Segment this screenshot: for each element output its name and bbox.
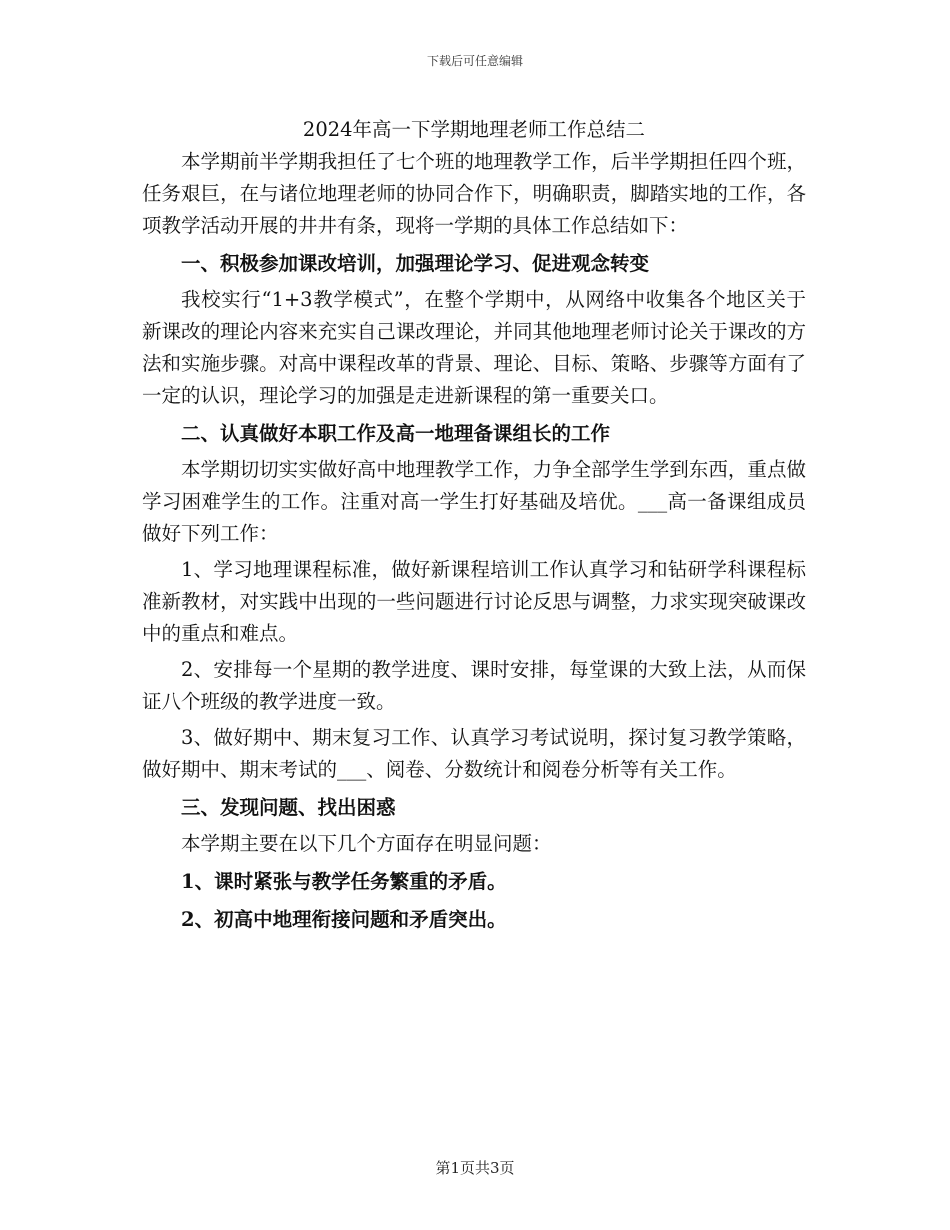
document-title: 2024年高一下学期地理老师工作总结二 [302, 118, 646, 141]
problem-item-2: 2、初高中地理衔接问题和矛盾突出。 [181, 908, 507, 931]
page-header: 下载后可任意编辑 [426, 54, 523, 68]
list-item-2: 2、安排每一个星期的教学进度、课时安排，每堂课的大致上法，从而保证八个班级的教学进度一致。 [142, 658, 806, 713]
section-heading-2: 二、认真做好本职工作及高一地理备课组长的工作 [181, 422, 611, 445]
page-footer: 第1页共3页 [435, 1159, 515, 1177]
document-body [142, 114, 806, 940]
section-3-paragraph: 本学期主要在以下几个方面存在明显问题： [181, 832, 552, 855]
section-2-paragraph: 本学期切切实实做好高中地理教学工作，力争全部学生学到东西，重点做学习困难学生的工作。注重对高一学生打好基础及培优。___高一备课组成员做好下列工作： [142, 458, 806, 545]
problem-item-1: 1、课时紧张与教学任务繁重的矛盾。 [181, 870, 507, 893]
list-item-1: 1、学习地理课程标准，做好新课程培训工作认真学习和钻研学科课程标准新教材，对实践中出现的一些问题进行讨论反思与调整，力求实现突破课改中的重点和难点。 [142, 558, 806, 645]
section-heading-3: 三、发现问题、找出困惑 [181, 796, 396, 819]
section-heading-1: 一、积极参加课改培训，加强理论学习、促进观念转变 [181, 252, 650, 275]
section-1-paragraph: 我校实行“1+3教学模式”，在整个学期中，从网络中收集各个地区关于新课改的理论内容来充实自己课改理论，并同其他地理老师讨论关于课改的方法和实施步骤。对高中课程改革的背景、理论、目标、策略、步骤等方面有了一定的认识，理论学习的加强是走进新课程的第一重要关口。 [142, 288, 806, 407]
list-item-3: 3、做好期中、期末复习工作、认真学习考试说明，探讨复习教学策略，做好期中、期末考试的___、阅卷、分数统计和阅卷分析等有关工作。 [142, 726, 806, 781]
intro-paragraph: 本学期前半学期我担任了七个班的地理教学工作，后半学期担任四个班，任务艰巨，在与诸位地理老师的协同合作下，明确职责，脚踏实地的工作，各项教学活动开展的井井有条，现将一学期的具体工作总结如下： [142, 150, 806, 237]
